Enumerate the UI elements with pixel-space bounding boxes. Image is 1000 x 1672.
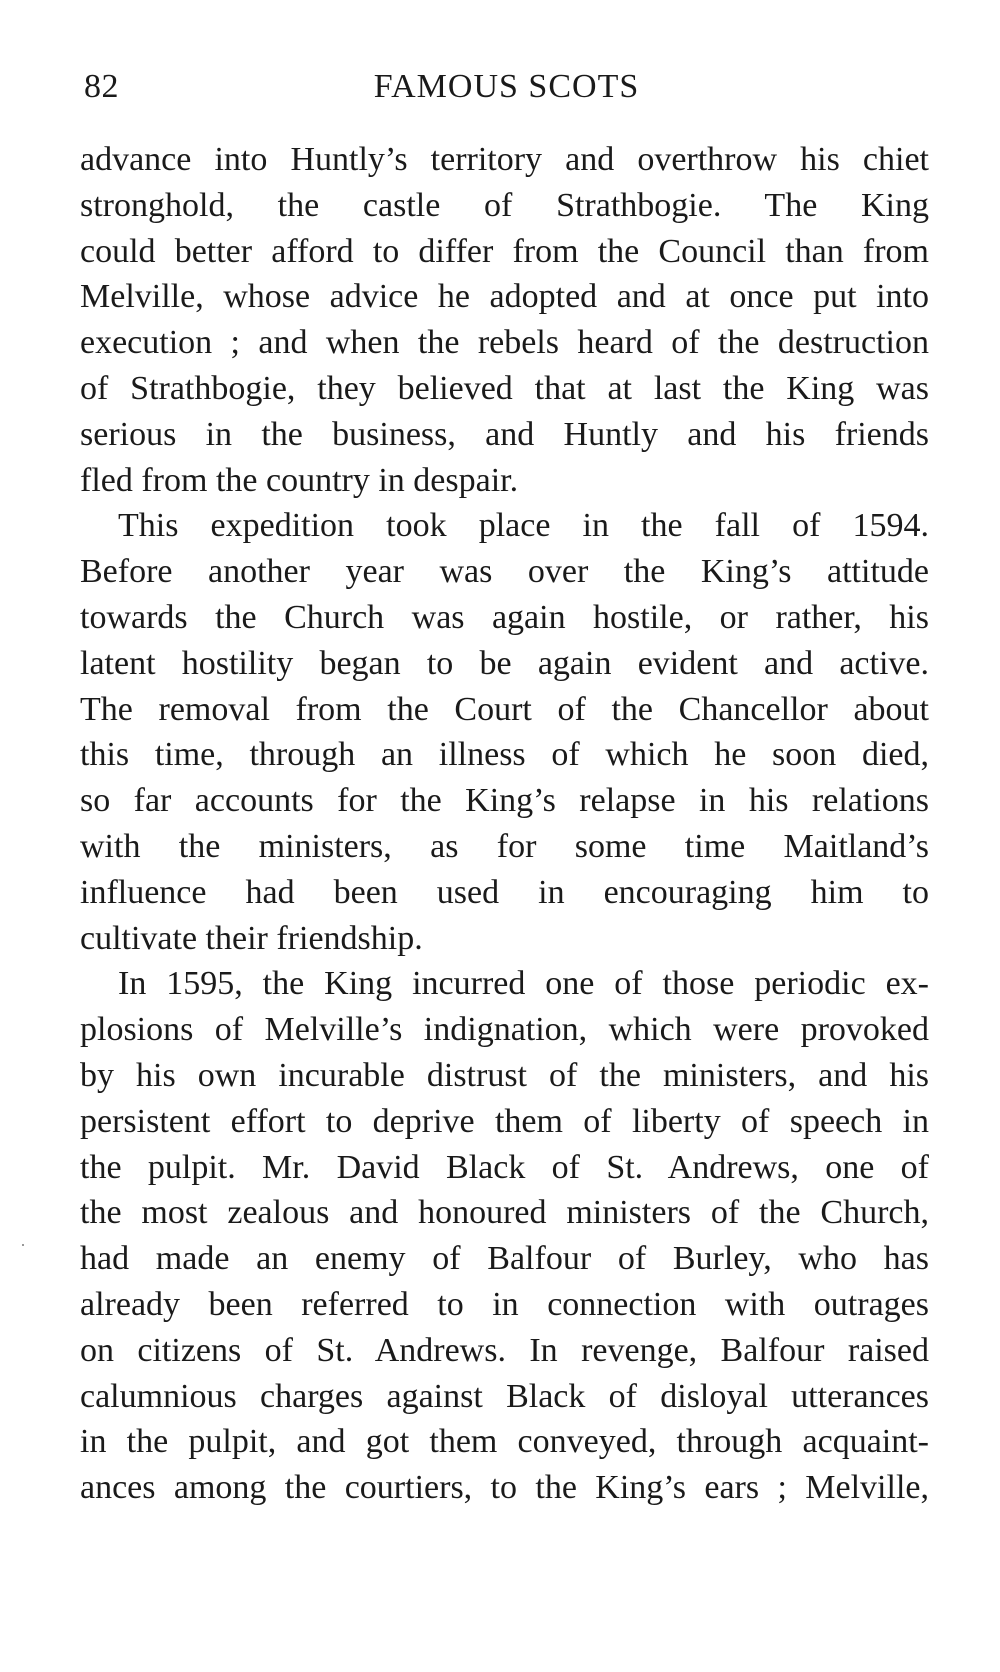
text-line: cultivate their friendship. xyxy=(80,919,423,957)
text-line: ances among the courtiers, to the King’s ears ; Melville, xyxy=(80,1469,929,1507)
text-line: on citizens of St. Andrews. In revenge, Balfour raised xyxy=(80,1331,929,1369)
text-line: execution ; and when the rebels heard of the destruction xyxy=(80,324,929,362)
paragraph-2 xyxy=(80,503,929,961)
body-text xyxy=(80,137,929,1511)
text-line: in the pulpit, and got them conveyed, through acquaint- xyxy=(80,1423,929,1461)
text-line: serious in the business, and Huntly and his friends xyxy=(80,415,929,453)
text-line: could better afford to differ from the Council than from xyxy=(80,232,929,270)
text-line: had made an enemy of Balfour of Burley, who has xyxy=(80,1240,929,1278)
text-line: Before another year was over the King’s attitude xyxy=(80,553,929,591)
text-line: latent hostility began to be again evident and active. xyxy=(80,644,929,682)
text-line: The removal from the Court of the Chancellor about xyxy=(80,690,929,728)
text-line: of Strathbogie, they believed that at last the King was xyxy=(80,369,929,407)
print-speck xyxy=(22,1244,24,1246)
paragraph-3 xyxy=(80,961,929,1511)
text-line: influence had been used in encouraging him to xyxy=(80,873,929,911)
text-line: already been referred to in connection with outrages xyxy=(80,1285,929,1323)
text-line: Melville, whose advice he adopted and at once put into xyxy=(80,278,929,316)
text-line: by his own incurable distrust of the ministers, and his xyxy=(80,1056,929,1094)
text-line: This expedition took place in the fall of 1594. xyxy=(118,507,929,545)
text-line: calumnious charges against Black of disloyal utterances xyxy=(80,1377,929,1415)
text-line: towards the Church was again hostile, or rather, his xyxy=(80,598,929,636)
page-number: 82 xyxy=(84,68,119,105)
text-line: In 1595, the King incurred one of those periodic ex- xyxy=(118,965,929,1003)
text-line: this time, through an illness of which he soon died, xyxy=(80,736,929,774)
running-head xyxy=(84,68,929,118)
text-line: fled from the country in despair. xyxy=(80,461,519,499)
text-line: the pulpit. Mr. David Black of St. Andrews, one of xyxy=(80,1148,929,1186)
text-line: with the ministers, as for some time Maitland’s xyxy=(80,827,929,865)
paragraph-1 xyxy=(80,137,929,503)
text-line: plosions of Melville’s indignation, which were provoked xyxy=(80,1011,929,1049)
text-line: the most zealous and honoured ministers of the Church, xyxy=(80,1194,929,1232)
text-line: persistent effort to deprive them of liberty of speech in xyxy=(80,1102,929,1140)
text-line: so far accounts for the King’s relapse in his relations xyxy=(80,782,929,820)
text-line: advance into Huntly’s territory and overthrow his chiet xyxy=(80,141,929,178)
running-title: FAMOUS SCOTS xyxy=(373,68,640,105)
text-line: stronghold, the castle of Strathbogie. The King xyxy=(80,186,929,224)
